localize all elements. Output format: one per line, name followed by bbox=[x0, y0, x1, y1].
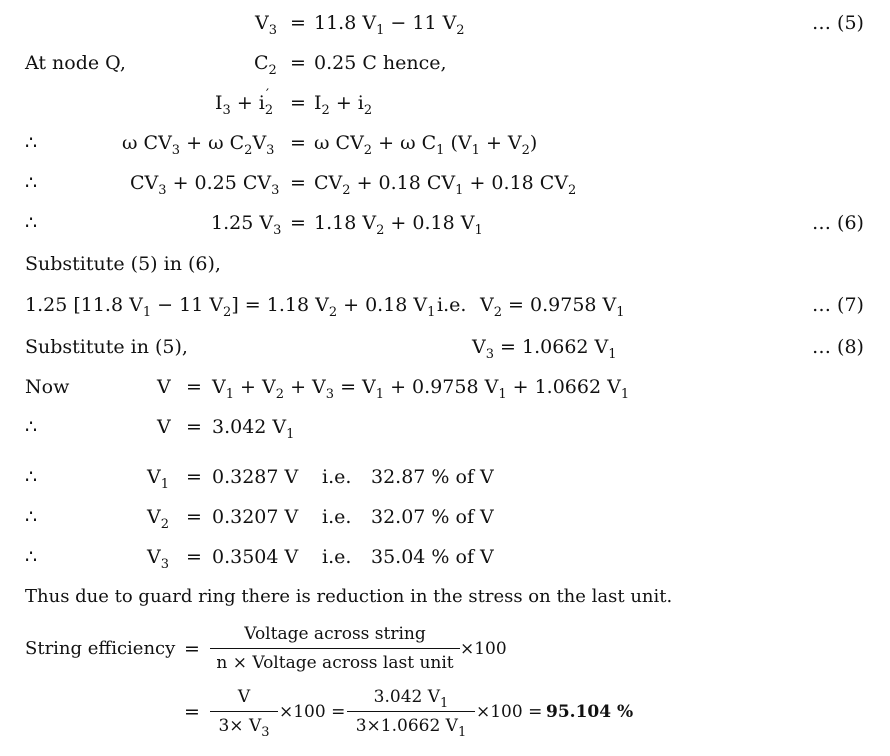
eq7-expression: 1.25 [11.8 $V_1 - 11$ $V_2] = 1.18$ $V_2 + 0.18$ $V_1$ bbox=[25, 294, 436, 320]
fraction-1-numerator: V bbox=[210, 686, 278, 712]
result-v3-percent: 35.04 % of V bbox=[371, 546, 494, 568]
node-q-rhs: 0.25 C hence, bbox=[314, 52, 447, 74]
conclusion-text: Thus due to guard ring there is reduction in the stress on the last unit. bbox=[25, 586, 673, 607]
therefore-symbol: ∴ bbox=[25, 416, 38, 438]
efficiency-fraction bbox=[210, 623, 460, 674]
kcl-rhs: $I_2 + i_2$ bbox=[314, 92, 373, 118]
omega-equals: = bbox=[290, 132, 306, 154]
result-v2-equals: = bbox=[186, 506, 202, 528]
fraction-2-denominator: 3×1.0662 $V_1$ bbox=[355, 716, 467, 740]
result-v2-lhs: $V_2$ bbox=[147, 506, 170, 532]
efficiency2-equals: = bbox=[184, 701, 200, 723]
vtot-lhs: V bbox=[157, 416, 171, 438]
eq7-result: $V_2 = 0.9758$ $V_1$ bbox=[480, 294, 625, 320]
efficiency-equals: = bbox=[184, 638, 200, 660]
eq7-tag: … (7) bbox=[812, 294, 864, 316]
efficiency2-mult1: ×100 = bbox=[279, 702, 346, 722]
eq5-equals: = bbox=[290, 12, 306, 34]
efficiency-multiplier: ×100 bbox=[460, 639, 507, 659]
eq6-equals: = bbox=[290, 212, 306, 234]
fraction-1-denominator: $3\times V_3$ bbox=[218, 716, 270, 740]
eq5-rhs: 11.8 $V_1 - 11$ $V_2$ bbox=[314, 12, 465, 38]
eq7-ie: i.e. bbox=[437, 294, 467, 316]
result-v3-ie: i.e. bbox=[322, 546, 352, 568]
result-v3-value: 0.3504 V bbox=[212, 546, 299, 568]
result-v3-equals: = bbox=[186, 546, 202, 568]
eq5-tag: … (5) bbox=[812, 12, 864, 34]
result-v2-ie: i.e. bbox=[322, 506, 352, 528]
result-v1-equals: = bbox=[186, 466, 202, 488]
result-v2-percent: 32.07 % of V bbox=[371, 506, 494, 528]
cv-lhs: $CV_3 + 0.25$ $CV_3$ bbox=[130, 172, 280, 198]
efficiency-result: 95.104 % bbox=[546, 702, 634, 722]
efficiency-numerator: Voltage across string bbox=[210, 623, 460, 649]
eq6-rhs: 1.18 $V_2 + 0.18$ $V_1$ bbox=[314, 212, 483, 238]
kcl-equals: = bbox=[290, 92, 306, 114]
kcl-lhs: $I_3 + i_2$ ′ bbox=[215, 87, 274, 118]
fraction-2-numerator: 3.042 $V_1$ bbox=[347, 686, 475, 712]
efficiency2-mult2: ×100 = bbox=[476, 702, 543, 722]
result-v2-value: 0.3207 V bbox=[212, 506, 299, 528]
omega-lhs: ω $CV_3 + \omega$ $C_2V_3$ bbox=[122, 132, 275, 158]
efficiency-denominator: n × Voltage across last unit bbox=[216, 653, 454, 673]
substitute-text: Substitute (5) in (6), bbox=[25, 253, 221, 275]
therefore-symbol: ∴ bbox=[25, 546, 38, 568]
therefore-symbol: ∴ bbox=[25, 506, 38, 528]
eq6-lhs: 1.25 $V_3$ bbox=[211, 212, 282, 238]
eq5-lhs: $V_3$ bbox=[255, 12, 278, 38]
result-v1-value: 0.3287 V bbox=[212, 466, 299, 488]
node-q-lhs: $C_2$ bbox=[254, 52, 277, 78]
eq6-tag: … (6) bbox=[812, 212, 864, 234]
cv-rhs: $CV_2 + 0.18$ $CV_1 + 0.18$ $CV_2$ bbox=[314, 172, 577, 198]
cv-equals: = bbox=[290, 172, 306, 194]
now-label: Now bbox=[25, 376, 70, 398]
therefore-symbol: ∴ bbox=[25, 466, 38, 488]
now-rhs: $V_1 + V_2 + V_3 = V_1 + 0.9758$ $V_1 + 1.0662$ $V_1$ bbox=[212, 376, 630, 402]
now-lhs: V bbox=[157, 376, 171, 398]
therefore-symbol: ∴ bbox=[25, 212, 38, 234]
efficiency-label: String efficiency bbox=[25, 638, 176, 659]
node-q-label: At node Q, bbox=[25, 52, 126, 74]
vtot-equals: = bbox=[186, 416, 202, 438]
node-q-equals: = bbox=[290, 52, 306, 74]
now-equals: = bbox=[186, 376, 202, 398]
therefore-symbol: ∴ bbox=[25, 172, 38, 194]
result-v1-lhs: $V_1$ bbox=[147, 466, 170, 492]
fraction-v-over-3v3 bbox=[210, 686, 278, 740]
result-v1-ie: i.e. bbox=[322, 466, 352, 488]
therefore-symbol: ∴ bbox=[25, 132, 38, 154]
eq8-label: Substitute in (5), bbox=[25, 336, 188, 358]
vtot-rhs: 3.042 $V_1$ bbox=[212, 416, 295, 442]
result-v1-percent: 32.87 % of V bbox=[371, 466, 494, 488]
fraction-numeric bbox=[347, 686, 475, 740]
eq8-tag: … (8) bbox=[812, 336, 864, 358]
eq8-expression: $V_3 = 1.0662$ $V_1$ bbox=[472, 336, 617, 362]
result-v3-lhs: $V_3$ bbox=[147, 546, 170, 572]
omega-rhs: ω $CV_2 + \omega$ $C_1$ $(V_1 + V_2)$ bbox=[314, 132, 538, 158]
